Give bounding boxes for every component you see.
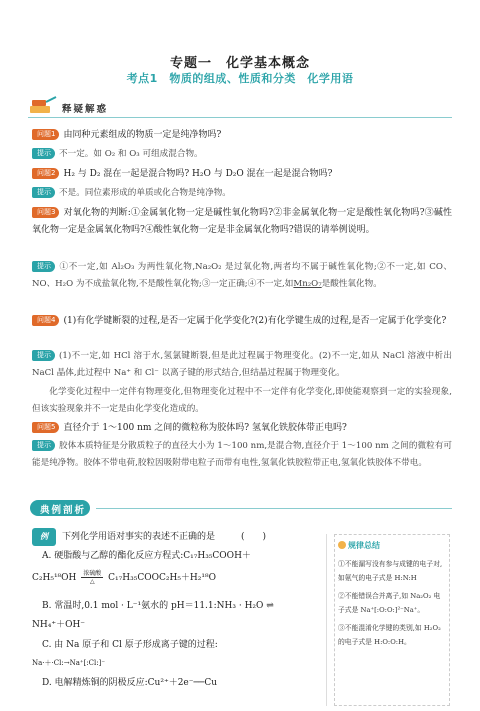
hint-tag: 提示 — [32, 148, 55, 159]
answer-4: 提示 (1)不一定,如 HCl 溶于水,氢氯键断裂,但是此过程属于物理变化。(2)不一定,如从 NaCl 溶液中析出 NaCl 晶体,此过程中 Na⁺ 和 Cl⁻ 以离子键的形式结合,但结晶过程属于物理变化。 — [32, 351, 452, 378]
answer-1: 提示 不一定。如 O₂ 和 O₃ 可组成混合物。 — [32, 146, 452, 163]
sidebar-header: 规律总结 — [338, 539, 446, 553]
hint-tag: 提示 — [32, 187, 55, 198]
option-b-line-2: NH₄⁺＋OH⁻ — [32, 620, 86, 630]
question-1: 问题1 由同种元素组成的物质一定是纯净物吗? — [32, 127, 452, 144]
question-5: 问题5 直径介于 1～100 nm 之间的微粒称为胶体吗? 氢氧化铁胶体带正电吗? — [32, 420, 452, 437]
section-title-example: 典例剖析 — [40, 505, 87, 516]
hint-tag: 提示 — [32, 350, 55, 361]
question-2: 问题2 H₂ 与 D₂ 混在一起是混合物吗? H₂O 与 D₂O 混在一起是混合物吗? — [32, 166, 452, 183]
summary-sidebar — [334, 534, 450, 706]
option-a-line-1: A. 硬脂酸与乙醇的酯化反应方程式:C₁₇H₃₅COOH＋ — [42, 551, 251, 561]
question-tag: 问题3 — [32, 207, 59, 218]
sidebar-divider — [326, 534, 327, 706]
bulb-icon — [338, 541, 346, 549]
option-a-line-2: C₂H₅¹⁸OH 浓硫酸 △ C₁₇H₃₅COOC₂H₅＋H₂¹⁸O — [32, 570, 216, 585]
section-divider — [28, 117, 452, 118]
option-c-line-2: Na·＋·Cl:→Na⁺[:Cl:]⁻ — [32, 659, 106, 667]
page-subtitle: 考点1 物质的组成、性质和分类 化学用语 — [126, 72, 354, 85]
question-tag: 问题5 — [32, 422, 59, 433]
sidebar-item: ①不能漏写没有参与成键的电子对,如氨气的电子式是 H:N:H — [338, 560, 443, 582]
example-tag: 例 — [32, 528, 56, 546]
sidebar-item: ②不能错误合并离子,如 Na₂O₂ 电子式是 Na⁺[:O:O:]²⁻Na⁺。 — [338, 592, 441, 614]
example-stem: 例 下列化学用语对事实的表述不正确的是 ( ) — [32, 528, 322, 547]
hint-tag: 提示 — [32, 440, 55, 451]
question-4: 问题4 (1)有化学键断裂的过程,是否一定属于化学变化?(2)有化学键生成的过程,是否一定属于化学变化? — [32, 313, 452, 330]
section-divider — [96, 508, 452, 509]
answer-3: 提示 ①不一定,如 Al₂O₃ 为两性氧化物,Na₂O₂ 是过氧化物,两者均不属于碱性氧化物;②不一定,如 CO、NO、H₂O 为不成盐氧化物,不是酸性氧化物;③一定正确;④不一定,如Mn₂O₇是酸性氧化物。 — [32, 262, 452, 289]
question-tag: 问题4 — [32, 315, 59, 326]
option-b-line-1: B. 常温时,0.1 mol · L⁻¹氨水的 pH＝11.1:NH₃ · H₂O ⇌ — [42, 601, 274, 611]
question-3: 问题3 对氧化物的判断:①金属氧化物一定是碱性氧化物吗?②非金属氧化物一定是酸性氧化物吗?③碱性氧化物一定是金属氧化物吗?④酸性氧化物一定是非金属氧化物吗?错误的请举例说明。 — [32, 208, 452, 235]
page-title: 专题一 化学基本概念 — [169, 56, 310, 71]
question-tag: 问题1 — [32, 129, 59, 140]
option-c-line-1: C. 由 Na 原子和 Cl 原子形成离子键的过程: — [42, 640, 218, 650]
answer-2: 提示 不是。同位素形成的单质或化合物是纯净物。 — [32, 185, 452, 202]
sidebar-item: ③不能混淆化学键的类别,如 H₂O₂ 的电子式是 H:O:O:H。 — [338, 624, 441, 646]
question-tag: 问题2 — [32, 168, 59, 179]
section-icon-explain — [28, 96, 58, 116]
answer-4-paragraph-2: 化学变化过程中一定伴有物理变化,但物理变化过程中不一定伴有化学变化,即使能观察到一定的实验现象,但该实验现象并不一定是由化学变化造成的。 — [32, 387, 452, 414]
hint-tag: 提示 — [32, 261, 55, 272]
section-title-explain: 释疑解惑 — [62, 104, 109, 115]
option-d: D. 电解精炼铜的阴极反应:Cu²⁺＋2e⁻──Cu — [42, 678, 218, 688]
answer-5: 提示 胶体本质特征是分散质粒子的直径大小为 1～100 nm,是混合物,直径介于 1～100 nm 之间的微粒有可能是纯净物。胶体不带电荷,胶粒因吸附带电粒子而带有电性,氢氧化铁胶粒带正电,氢氧化铁胶体不带电。 — [32, 441, 452, 468]
